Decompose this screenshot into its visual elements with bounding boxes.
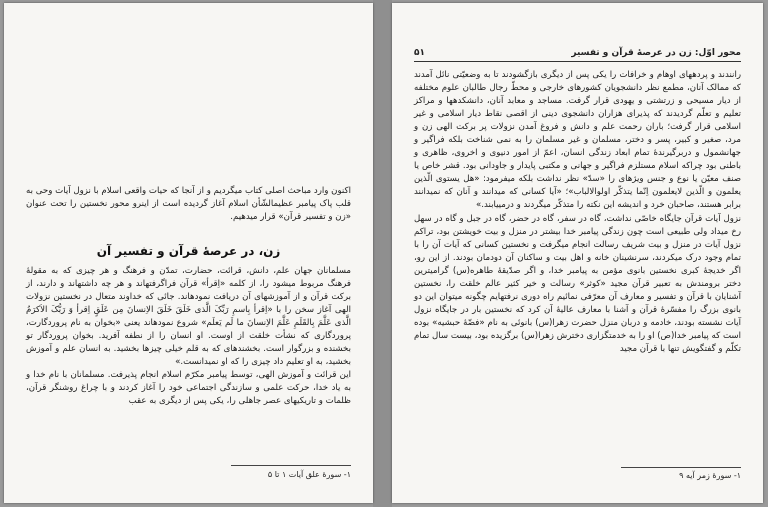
book-gutter	[373, 0, 392, 507]
page-number: ۵۱	[414, 48, 425, 58]
right-paragraph-2: نزول آیات قرآن جایگاه خاصّی نداشت، گاه در سفر، گاه در حضر، گاه در جبل و گاه در سهل رخ میداد ولی طبیعی است چون زندگی پیامبر خدا بیشتر در منزل و بیت خویشتن بود، تراکم نزول آیات در منزل و بیت شریف رسالت انجام میگرفت و نخستین کسانی که آیات آن را با تمام وجود درک میکردند، سرنشینان خانه و اهل بیت و ساکنان آن دودمان بودند. از این رو، اگر خدیجهٔ کبری نخستین بانوی مؤمن به پیامبر خدا، و اگر صدّیقهٔ طاهره(س) گرامیترین دختر برومندش به تعبیر قرآن مجید «کوثر» رسالت و خیر کثیر عالم خلقت را، نخستین آشنایان با قرآن و تفسیر و معارف آن معرّفی نمائیم راه دوری نرفتهایم چگونه میتوان این دو بانوی بزرگ را مفسّرهٔ قرآن و آشنا با معارف عالیهٔ آن کرد که نخستین بار در جایگاه نزول آیات نشسته بودند، خادمه و دربان منزل حضرت زهرا(س) بانوئی به نام «فضّهٔ حبشیه» بوده است که پیامبر خدا(ص) او را به خدمتگزاری دخترش زهرا(س) برگزیده بود، بیست سال تمام تکلّم و گفتگویش تنها با قرآن مجید	[414, 213, 741, 354]
left-footnote: ۱- سورهٔ علق آیات ۱ تا ۵	[267, 470, 351, 479]
running-header	[414, 47, 741, 62]
intro-text: اکنون وارد مباحث اصلی کتاب میگردیم و از آنجا که حیات واقعی اسلام با نزول آیات وحی به قلب پاک پیامبر عظیمالشّأن اسلام آغاز گردیده است از اینرو محور نخستین را تحت عنوان «زن و تفسیر قرآن» قرار میدهیم.	[26, 186, 351, 223]
section-title: زن، در عرصهٔ قرآن و تفسیر آن	[96, 244, 281, 258]
left-paragraph-1: مسلمانان جهان علم، دانش، قرائت، حضارت، تمدّن و فرهنگ و هر چیزی که به مقولهٔ فرهنگ مربوط میشود را، از کلمه «اِقرأ» قرآن فراگرفتهاند و هر چه داشتهاند و دارند، از برکت قرآن و از آموزشهای آن دریافت نمودهاند. جائی که خداوند متعال در نخستین نزولات الهی آغاز سخن را با «اِقرأ بِاسمِ رَبِّکَ الَّذی خَلَقَ خَلَقَ الاِنسانَ مِن عَلَقٍ اِقرأ وَ رَبُّکَ الاَکرَمُ الَّذی عَلَّمَ بِالقَلَمِ عَلَّمَ الاِنسانَ ما لَم یَعلَم» شروع نمودهاند یعنی «بخوان به نام پروردگارت، پروردگاری که نشأت خلقت از اوست. او انسان را از نطفه آفرید. بخوان پروردگار تو بخشنده و بزرگوار است. بخشندهای که به قلم خیلی چیزها بخشید. به انسان علم و آموزش بخشید، به او تعلیم داد چیزی را که او نمیدانست.»	[26, 266, 351, 368]
left-page	[4, 3, 373, 503]
right-paragraph-1: رانندند و پردههای اوهام و خرافات را یکی پس از دیگری بازگشودند تا به وضعیّتی نائل آمدند که ممالک آنان، مطمع نظر دانشجویان کشورهای خارجی و محطّ رجال طالبان علوم مختلفه از دیار مسیحی و زرتشتی و یهودی قرار گرفت. مساجد و معابد آنان، دانشکدهها و مراکز تعلیم و تعلّم گردیدند که پذیرای هزاران دانشجوی دینی از اقصی نقاط دیار اسلامی و غیر اسلامی قرار گرفت؛ باران رحمت علم و دانش و فروغ آمدن نزولات پر برکت الهی زن و مرد، صغیر و کبیر، پسر و دختر، مسلمان و غیر مسلمان را به نمی شناخت بلکه فراگیر و جهانشمول و دربرگیرندهٔ تمام ابعاد زندگی انسان، اعمّ از امور دنیوی و اخروی، ظاهری و باطنی بود چراکه اسلام مستلزم فراگیر و جهانی و مکتبی پایدار و جاودانی بود. قشر خاص یا صنف معیّن یا نوع و جنس ویژهای را «سدّ» نظر نداشت بلکه میفرمود: «هل یستوی الّذین یعلمون و الّذین لایعلمون اِنّما یتذکّر اولوالالباب»؛ «آیا کسانی که میدانند و آنان که نمیدانند برابر هستند، صاحبان خرد و اندیشه این نکته را متذکّر میگردند و درمییابند.»	[414, 70, 741, 211]
left-body	[26, 265, 351, 409]
right-footnote: ۱- سورهٔ زمر آیه ۹	[679, 471, 741, 480]
right-body	[414, 69, 741, 356]
left-paragraph-2: این قرائت و آموزش الهی، توسط پیامبر مکرّم اسلام انجام پذیرفت. مسلمانان با نام خدا و به یاد خدا، حرکت علمی و سازندگی اجتماعی خود را آغاز کردند و با چراغ روشنگر قرآن، ظلمات و تاریکیهای عصر جاهلی را، یکی پس از دیگری به عقب	[26, 370, 351, 407]
right-page	[392, 3, 763, 503]
intro-paragraph	[26, 185, 351, 224]
header-title: محور اوّل: زن در عرصهٔ قرآن و تفسیر	[571, 48, 741, 58]
